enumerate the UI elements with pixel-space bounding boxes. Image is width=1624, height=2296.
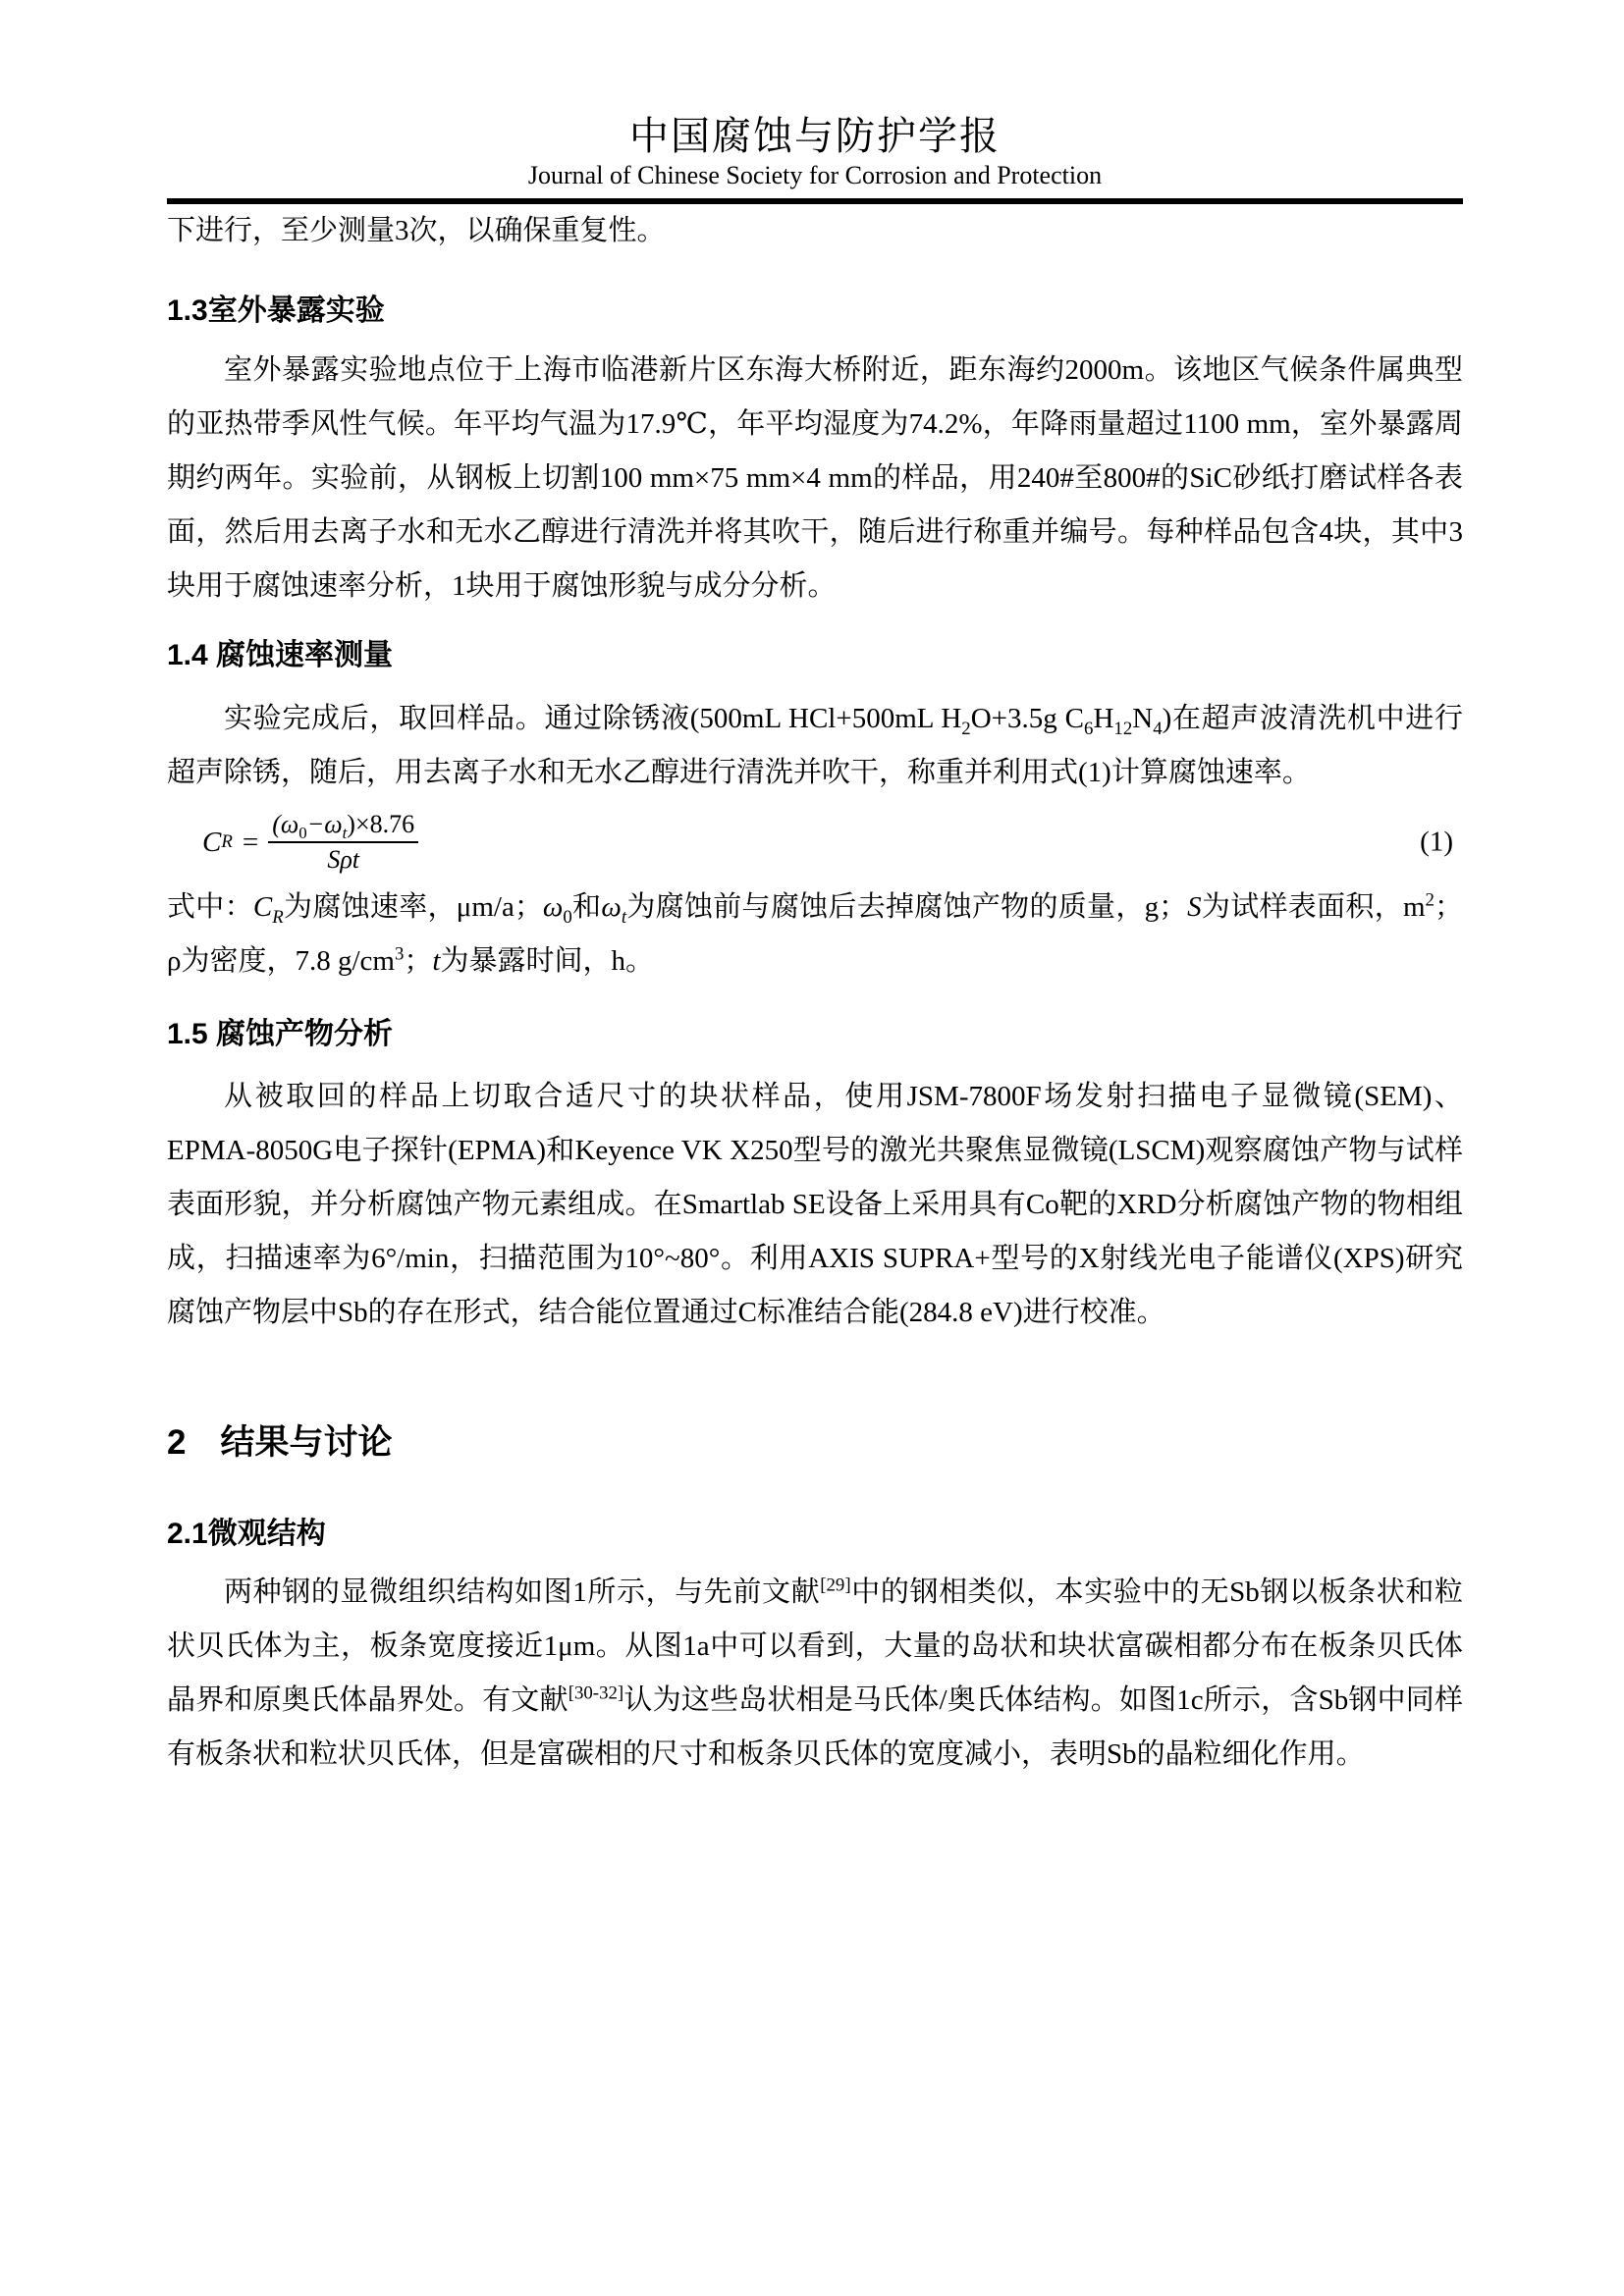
equation-lhs-subscript: R xyxy=(221,831,233,852)
equation-denominator: Sρt xyxy=(327,845,360,874)
journal-title-en: Journal of Chinese Society for Corrosion and Protection xyxy=(527,161,1103,189)
equation-expression xyxy=(202,810,418,875)
equation-corrosion-rate xyxy=(167,808,1463,877)
paragraph-continuation: 下进行，至少测量3次，以确保重复性。 xyxy=(167,215,666,246)
section-heading-1-5: 1.5 腐蚀产物分析 xyxy=(167,1018,394,1050)
paragraph-formula-note: 式中：$C_R$为腐蚀速率，μm/a；$\omega_0$和$\omega_t$为腐蚀前与腐蚀后去掉腐蚀产物的质量，g；S为试样表面积，$m^2$；ρ为密度，7.8 $g/cm^3$；t为暴露时间，h。 xyxy=(167,889,1463,977)
paragraph-outdoor-exposure: 室外暴露实验地点位于上海市临港新片区东海大桥附近，距东海约2000m。该地区气候条件属典型的亚热带季风性气候。年平均气温为17.9℃，年平均湿度为74.2%，年降雨量超过1100 mm，室外暴露周期约两年。实验前，从钢板上切割100 mm×75 mm×4 mm的样品，用240#至800#的SiC砂纸打磨试样各表面，然后用去离子水和无水乙醇进行清洗并将其吹干，随后进行称重并编号。每种样品包含4块，其中3块用于腐蚀速率分析，1块用于腐蚀形貌与成分分析。 xyxy=(167,354,1463,602)
paragraph-microstructure: 两种钢的显微组织结构如图1所示，与先前文献[29]中的钢相类似，本实验中的无Sb钢以板条状和粒状贝氏体为主，板条宽度接近1μm。从图1a中可以看到，大量的岛状和块状富碳相都分布在板条贝氏体晶界和原奥氏体晶界处。有文献[30-32]认为这些岛状相是马氏体/奥氏体结构。如图1c所示，含Sb钢中同样有板条状和粒状贝氏体，但是富碳相的尺寸和板条贝氏体的宽度减小，表明Sb的晶粒细化作用。 xyxy=(167,1575,1463,1770)
section-heading-1-4: 1.4 腐蚀速率测量 xyxy=(167,639,394,671)
journal-title-cn: 中国腐蚀与防护学报 xyxy=(629,114,1001,158)
equation-equals-sign: = xyxy=(242,826,259,858)
section-heading-2-1: 2.1微观结构 xyxy=(167,1518,326,1550)
equation-lhs-symbol: C xyxy=(202,826,222,858)
equation-numerator: $(\omega_0-\omega_t)\times 8.76$ xyxy=(268,810,418,843)
paragraph-product-analysis: 从被取回的样品上切取合适尺寸的块状样品，使用JSM-7800F场发射扫描电子显微镜(SEM)、EPMA-8050G电子探针(EPMA)和Keyence VK X250型号的激光共聚焦显微镜(LSCM)观察腐蚀产物与试样表面形貌，并分析腐蚀产物元素组成。在Smartlab SE设备上采用具有Co靶的XRD分析腐蚀产物的物相组成，扫描速率为6°/min，扫描范围为10°~80°。利用AXIS SUPRA+型号的X射线光电子能谱仪(XPS)研究腐蚀产物层中Sb的存在形式，结合能位置通过C标准结合能(284.8 eV)进行校准。 xyxy=(167,1081,1463,1328)
section-heading-1-3: 1.3室外暴露实验 xyxy=(167,294,385,327)
equation-fraction xyxy=(268,810,418,875)
equation-number: (1) xyxy=(1420,826,1453,858)
section-heading-2: 2 结果与讨论 xyxy=(167,1423,393,1462)
paragraph-corrosion-rate-measure: 实验完成后，取回样品。通过除锈液(500mL HCl+500mL $H_2O+3.5g$ $C_6H_{12}N_4$)在超声波清洗机中进行超声除锈，随后，用去离子水和无水乙醇进行清洗并吹干，称重并利用式(1)计算腐蚀速率。 xyxy=(167,703,1463,788)
